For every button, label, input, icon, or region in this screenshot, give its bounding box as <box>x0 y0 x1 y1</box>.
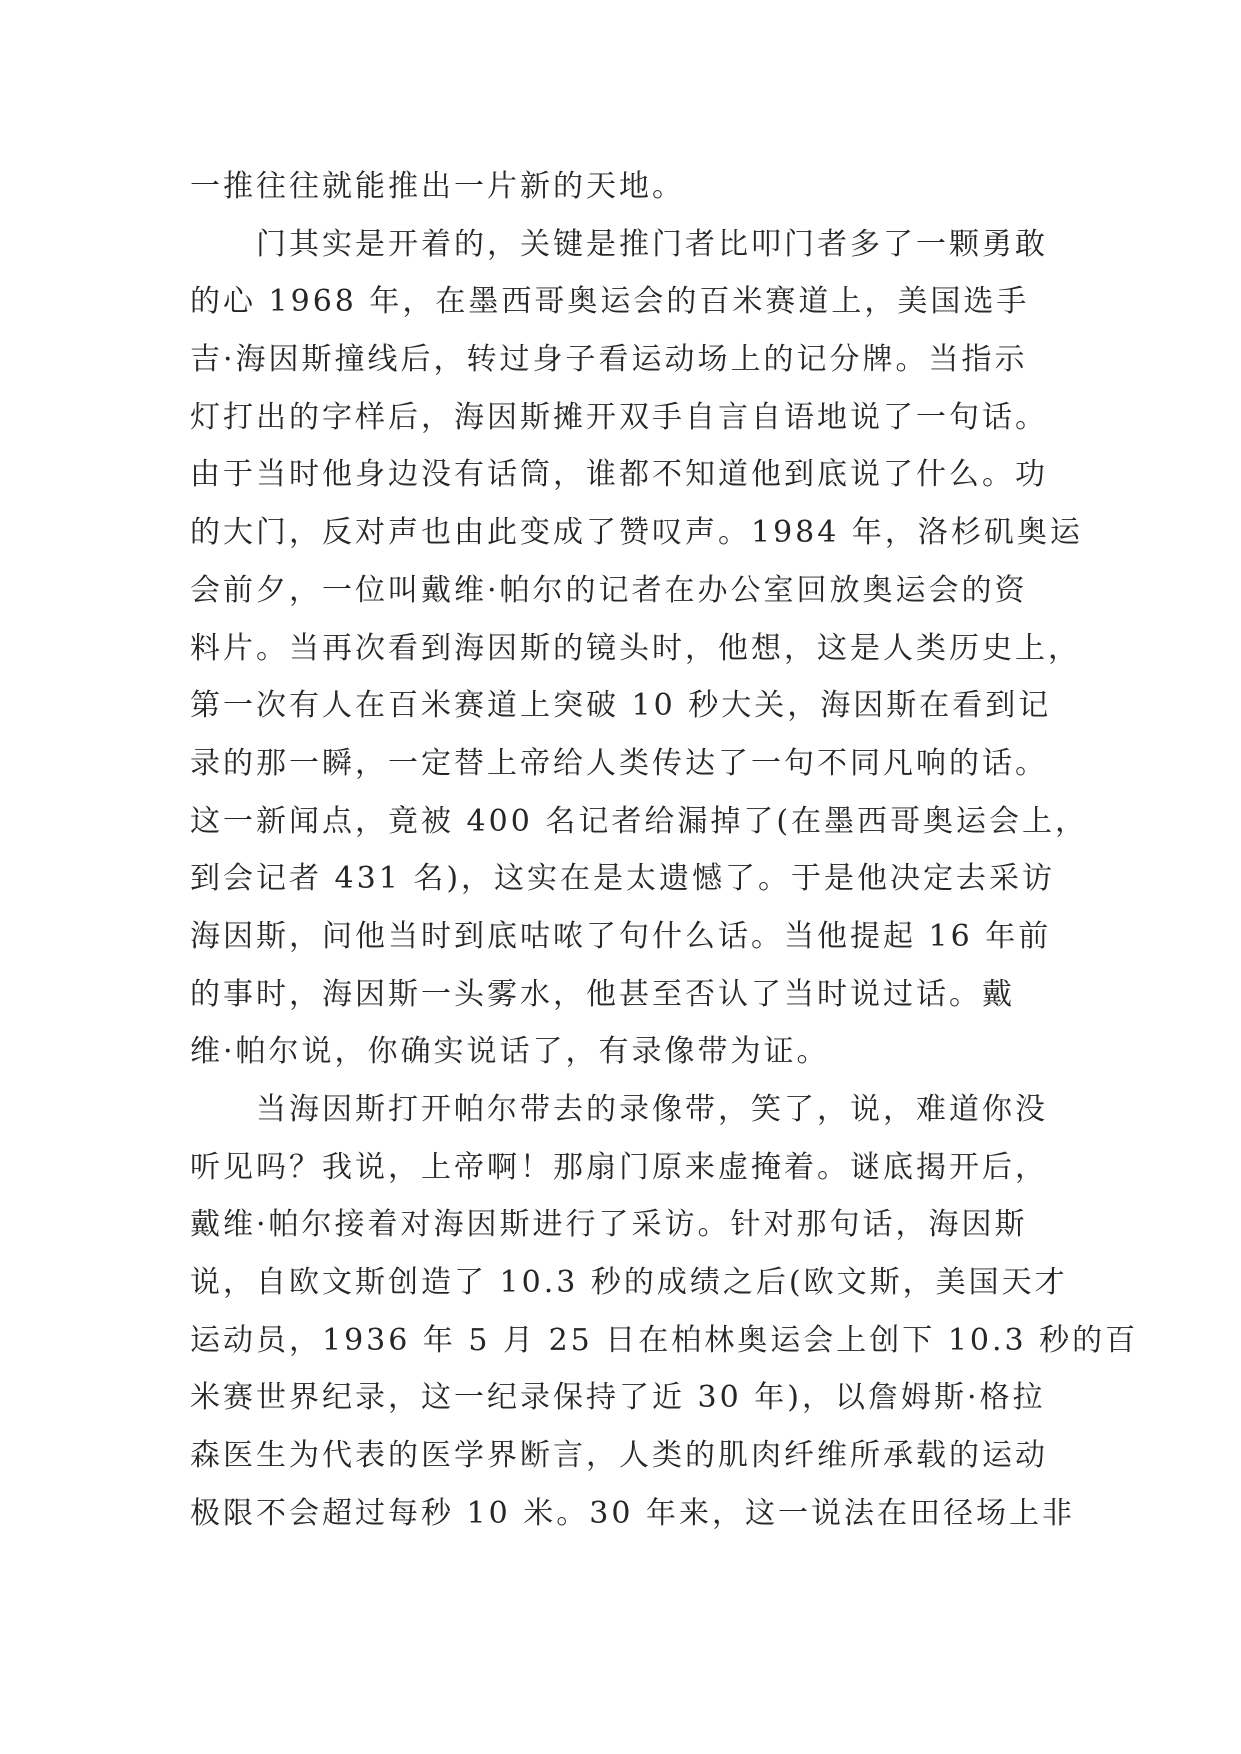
text-line: 第一次有人在百米赛道上突破 10 秒大关，海因斯在看到记 <box>190 688 1052 724</box>
text-line: 戴维·帕尔接着对海因斯进行了采访。针对那句话，海因斯 <box>190 1207 1028 1243</box>
body-text <box>190 158 1139 1543</box>
text-line: 的心 1968 年，在墨西哥奥运会的百米赛道上，美国选手 <box>190 284 1030 320</box>
text-line: 的大门，反对声也由此变成了赞叹声。1984 年，洛杉矶奥运 <box>190 515 1083 551</box>
text-line: 料片。当再次看到海因斯的镜头时，他想，这是人类历史上， <box>190 630 1081 666</box>
text-line: 听见吗？我说，上帝啊！那扇门原来虚掩着。谜底揭开后， <box>190 1149 1048 1185</box>
text-line: 吉·海因斯撞线后，转过身子看运动场上的记分牌。当指示 <box>190 342 1028 378</box>
text-line: 运动员，1936 年 5 月 25 日在柏林奥运会上创下 10.3 秒的百 <box>190 1322 1139 1358</box>
text-line: 极限不会超过每秒 10 米。30 年来，这一说法在田径场上非 <box>190 1495 1075 1531</box>
text-line: 到会记者 431 名)，这实在是太遗憾了。于是他决定去采访 <box>190 861 1056 897</box>
text-line: 门其实是开着的，关键是推门者比叩门者多了一颗勇敢 <box>256 226 1048 262</box>
text-line: 说，自欧文斯创造了 10.3 秒的成绩之后(欧文斯，美国天才 <box>190 1265 1068 1301</box>
text-line: 一推往往就能推出一片新的天地。 <box>190 169 685 204</box>
text-line: 这一新闻点，竟被 400 名记者给漏掉了(在墨西哥奥运会上， <box>190 803 1089 839</box>
text-line: 的事时，海因斯一头雾水，他甚至否认了当时说过话。戴 <box>190 976 1015 1012</box>
text-line: 会前夕，一位叫戴维·帕尔的记者在办公室回放奥运会的资 <box>190 572 1028 608</box>
text-line: 米赛世界纪录，这一纪录保持了近 30 年)，以詹姆斯·格拉 <box>190 1380 1046 1416</box>
text-line: 海因斯，问他当时到底咕哝了句什么话。当他提起 16 年前 <box>190 918 1052 954</box>
text-line: 由于当时他身边没有话筒，谁都不知道他到底说了什么。功 <box>190 457 1048 493</box>
text-line: 森医生为代表的医学界断言，人类的肌肉纤维所承载的运动 <box>190 1438 1048 1474</box>
text-line: 录的那一瞬，一定替上帝给人类传达了一句不同凡响的话。 <box>190 745 1048 781</box>
text-line: 维·帕尔说，你确实说话了，有录像带为证。 <box>190 1034 830 1070</box>
text-line: 灯打出的字样后，海因斯摊开双手自言自语地说了一句话。 <box>190 399 1048 435</box>
text-line: 当海因斯打开帕尔带去的录像带，笑了，说，难道你没 <box>256 1092 1048 1127</box>
